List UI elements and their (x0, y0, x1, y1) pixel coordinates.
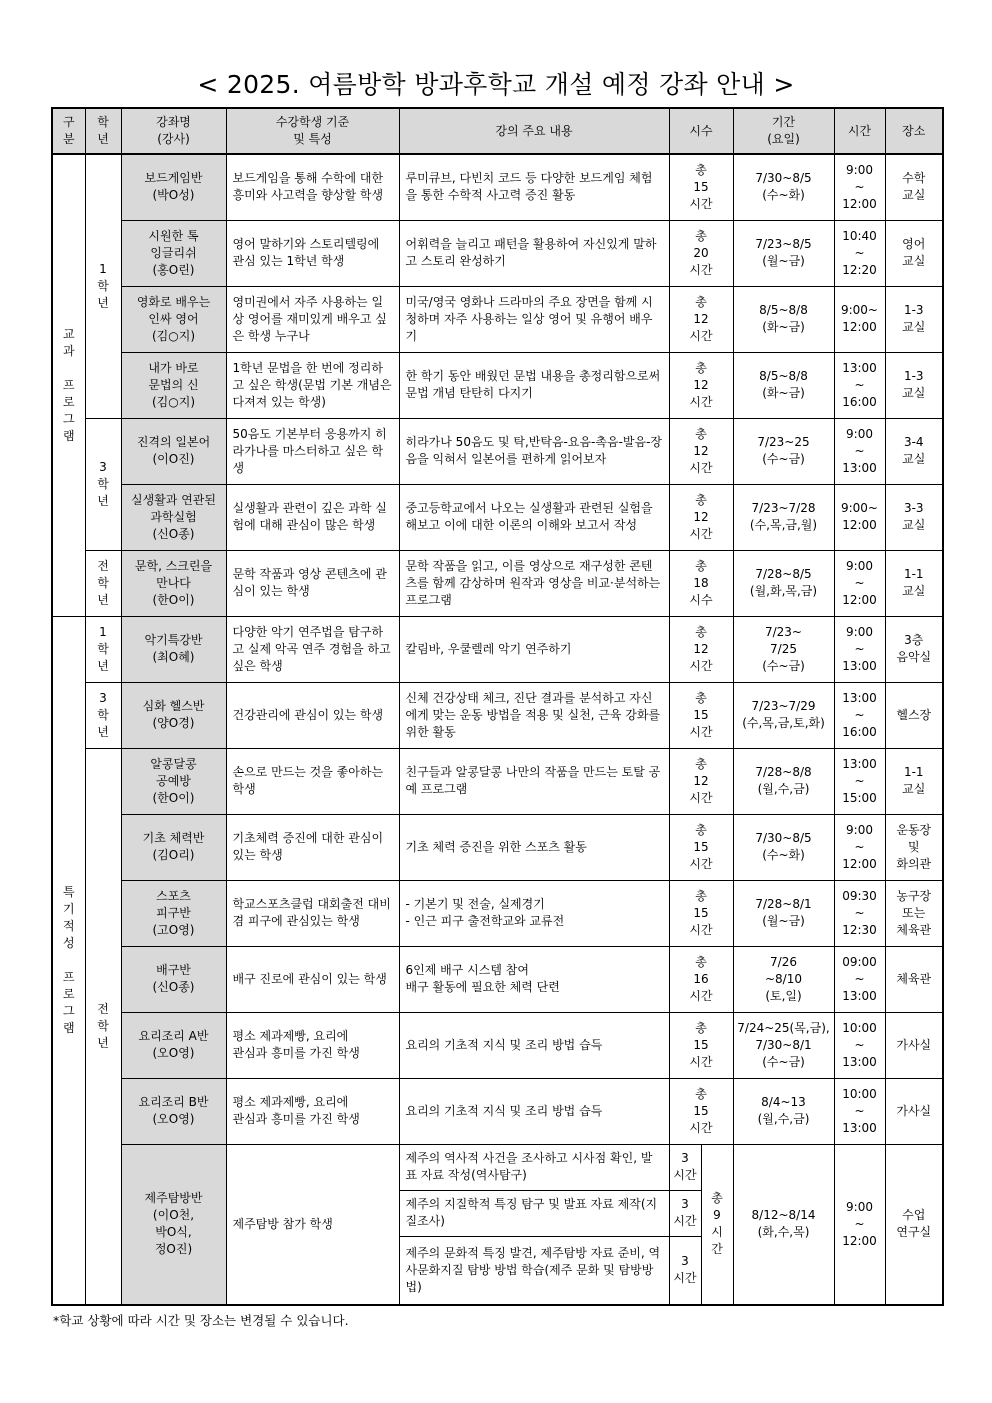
course-period: 8/5~8/8 (화~금) (733, 352, 834, 418)
course-content: 루미큐브, 다빈치 코드 등 다양한 보드게임 체험을 통한 수학적 사고력 증진 활동 (399, 154, 669, 220)
course-hours: 총 15 시간 (669, 154, 733, 220)
table-row (52, 220, 943, 286)
table-row (52, 946, 943, 1012)
course-time: 9:00~ 12:00 (834, 286, 885, 352)
course-time: 09:30 ~ 12:30 (834, 880, 885, 946)
course-place: 수업 연구실 (885, 1144, 943, 1305)
course-target: 50음도 기본부터 응용까지 히라가나를 마스터하고 싶은 학생 (226, 418, 399, 484)
course-content: 기초 체력 증진을 위한 스포츠 활동 (399, 814, 669, 880)
table-row (52, 1144, 943, 1190)
grade-label: 전 학 년 (85, 550, 121, 616)
table-row (52, 1078, 943, 1144)
course-period: 7/23~7/28 (수,목,금,월) (733, 484, 834, 550)
course-content: 요리의 기초적 지식 및 조리 방법 습득 (399, 1078, 669, 1144)
table-row (52, 682, 943, 748)
course-place: 1-1 교실 (885, 550, 943, 616)
table-row (52, 1012, 943, 1078)
course-name: 시원한 톡 잉글리쉬 (홍O린) (121, 220, 226, 286)
footnote: *학교 상황에 따라 시간 및 장소는 변경될 수 있습니다. (53, 1313, 349, 1328)
course-content: 6인제 배구 시스템 참여 배구 활동에 필요한 체력 단련 (399, 946, 669, 1012)
course-target: 학교스포츠클럽 대회출전 대비 겸 피구에 관심있는 학생 (226, 880, 399, 946)
course-time: 9:00 ~ 12:00 (834, 814, 885, 880)
table-row (52, 616, 943, 682)
course-place: 운동장 및 화의관 (885, 814, 943, 880)
course-name: 요리조리 A반 (오O영) (121, 1012, 226, 1078)
course-period: 7/28~8/8 (월,수,금) (733, 748, 834, 814)
course-target: 실생활과 관련이 깊은 과학 실험에 대해 관심이 많은 학생 (226, 484, 399, 550)
grade-label: 3 학 년 (85, 418, 121, 550)
course-time: 13:00 ~ 16:00 (834, 352, 885, 418)
course-name: 제주탐방반 (이O천, 박O식, 정O진) (121, 1144, 226, 1305)
course-content: 제주의 역사적 사건을 조사하고 시사점 확인, 발표 자료 작성(역사탐구) (399, 1144, 669, 1190)
course-time: 10:00 ~ 13:00 (834, 1078, 885, 1144)
course-name: 내가 바로 문법의 신 (김○지) (121, 352, 226, 418)
course-place: 가사실 (885, 1012, 943, 1078)
course-content: 신체 건강상태 체크, 진단 결과를 분석하고 자신에게 맞는 운동 방법을 적용 및 실천, 근육 강화를 위한 활동 (399, 682, 669, 748)
table-row (52, 814, 943, 880)
course-name: 문학, 스크린을 만나다 (한O이) (121, 550, 226, 616)
table-row (52, 550, 943, 616)
course-period: 7/24~25(목,금), 7/30~8/1 (수~금) (733, 1012, 834, 1078)
header-period: 기간 (요일) (733, 108, 834, 154)
course-content: 중고등학교에서 나오는 실생활과 관련된 실험을 해보고 이에 대한 이론의 이해와 보고서 작성 (399, 484, 669, 550)
table-row (52, 748, 943, 814)
course-target: 보드게임을 통해 수학에 대한 흥미와 사고력을 향상할 학생 (226, 154, 399, 220)
course-hours: 총 15 시간 (669, 682, 733, 748)
course-time: 9:00 ~ 12:00 (834, 154, 885, 220)
course-content: 제주의 문화적 특징 발견, 제주탐방 자료 준비, 역사문화지질 탐방 방법 학습(제주 문화 및 탐방방법) (399, 1236, 669, 1305)
header-content: 강의 주요 내용 (399, 108, 669, 154)
course-content: 친구들과 알콩달콩 나만의 작품을 만드는 토탈 공예 프로그램 (399, 748, 669, 814)
course-place: 수학 교실 (885, 154, 943, 220)
course-target: 평소 제과제빵, 요리에 관심과 흥미를 가진 학생 (226, 1078, 399, 1144)
course-content: 문학 작품을 읽고, 이를 영상으로 재구성한 콘텐츠를 함께 감상하며 원작과 영상을 비교·분석하는 프로그램 (399, 550, 669, 616)
course-place: 헬스장 (885, 682, 943, 748)
course-hours: 총 12 시간 (669, 352, 733, 418)
table-row (52, 484, 943, 550)
course-place: 영어 교실 (885, 220, 943, 286)
header-time: 시간 (834, 108, 885, 154)
course-period: 7/28~8/5 (월,화,목,금) (733, 550, 834, 616)
group-subject-program: 교 과 프 로 그 램 (52, 154, 85, 616)
course-content: - 기본기 및 전술, 실제경기 - 인근 피구 출전학교와 교류전 (399, 880, 669, 946)
course-time: 9:00 ~ 13:00 (834, 616, 885, 682)
table-row (52, 154, 943, 220)
course-content: 어휘력을 늘리고 패턴을 활용하여 자신있게 말하고 스토리 완성하기 (399, 220, 669, 286)
table-row (52, 352, 943, 418)
course-period: 7/23~7/29 (수,목,금,토,화) (733, 682, 834, 748)
grade-label: 1 학 년 (85, 616, 121, 682)
course-content: 미국/영국 영화나 드라마의 주요 장면을 함께 시청하며 자주 사용하는 일상 영어 및 유행어 배우기 (399, 286, 669, 352)
course-content: 한 학기 동안 배웠던 문법 내용을 총정리함으로써 문법 개념 탄탄히 다지기 (399, 352, 669, 418)
header-category: 구 분 (52, 108, 85, 154)
course-time: 10:00 ~ 13:00 (834, 1012, 885, 1078)
course-time: 13:00 ~ 16:00 (834, 682, 885, 748)
course-name: 실생활과 연관된 과학실험 (신O종) (121, 484, 226, 550)
course-period: 7/26 ~8/10 (토,일) (733, 946, 834, 1012)
course-hours: 총 18 시수 (669, 550, 733, 616)
course-period: 7/28~8/1 (월~금) (733, 880, 834, 946)
course-place: 1-3 교실 (885, 286, 943, 352)
course-place: 3층 음악실 (885, 616, 943, 682)
course-time: 9:00 ~ 12:00 (834, 1144, 885, 1305)
grade-label: 전 학 년 (85, 748, 121, 1305)
course-table (51, 107, 944, 1306)
grade-label: 1 학 년 (85, 154, 121, 418)
course-time: 10:40 ~ 12:20 (834, 220, 885, 286)
course-target: 배구 진로에 관심이 있는 학생 (226, 946, 399, 1012)
course-place: 농구장 또는 체육관 (885, 880, 943, 946)
course-target: 평소 제과제빵, 요리에 관심과 흥미를 가진 학생 (226, 1012, 399, 1078)
table-row (52, 286, 943, 352)
course-place: 가사실 (885, 1078, 943, 1144)
header-course-name: 강좌명 (강사) (121, 108, 226, 154)
course-period: 8/12~8/14 (화,수,목) (733, 1144, 834, 1305)
course-target: 손으로 만드는 것을 좋아하는 학생 (226, 748, 399, 814)
course-name: 스포츠 피구반 (고O영) (121, 880, 226, 946)
course-place: 1-1 교실 (885, 748, 943, 814)
course-target: 영미권에서 자주 사용하는 일상 영어를 재미있게 배우고 싶은 학생 누구나 (226, 286, 399, 352)
course-target: 1학년 문법을 한 번에 정리하고 싶은 학생(문법 기본 개념은 다져져 있는 학생) (226, 352, 399, 418)
course-sub-hours: 3 시간 (669, 1144, 701, 1190)
course-place: 1-3 교실 (885, 352, 943, 418)
header-place: 장소 (885, 108, 943, 154)
course-content: 칼림바, 우쿨렐레 악기 연주하기 (399, 616, 669, 682)
course-time: 09:00 ~ 13:00 (834, 946, 885, 1012)
document-title: < 2025. 여름방학 방과후학교 개설 예정 강좌 안내 > (197, 70, 795, 99)
course-period: 7/30~8/5 (수~화) (733, 154, 834, 220)
course-content: 히라가나 50음도 및 탁,반탁음-요음-촉음-발음-장음을 익혀서 일본어를 편하게 읽어보자 (399, 418, 669, 484)
course-name: 알콩달콩 공예방 (한O이) (121, 748, 226, 814)
course-hours: 총 15 시간 (669, 1078, 733, 1144)
table-row (52, 880, 943, 946)
course-period: 7/30~8/5 (수~화) (733, 814, 834, 880)
course-name: 기초 체력반 (김O리) (121, 814, 226, 880)
course-period: 7/23~25 (수~금) (733, 418, 834, 484)
course-target: 문학 작품과 영상 콘텐츠에 관심이 있는 학생 (226, 550, 399, 616)
course-hours: 총 12 시간 (669, 748, 733, 814)
course-time: 13:00 ~ 15:00 (834, 748, 885, 814)
course-time: 9:00~ 12:00 (834, 484, 885, 550)
course-hours: 총 12 시간 (669, 286, 733, 352)
course-name: 진격의 일본어 (이O진) (121, 418, 226, 484)
course-hours: 총 12 시간 (669, 418, 733, 484)
course-hours: 총 16 시간 (669, 946, 733, 1012)
course-period: 8/4~13 (월,수,금) (733, 1078, 834, 1144)
course-sub-hours: 3 시간 (669, 1190, 701, 1236)
header-row (52, 108, 943, 154)
course-target: 기초체력 증진에 대한 관심이 있는 학생 (226, 814, 399, 880)
course-name: 심화 헬스반 (양O경) (121, 682, 226, 748)
course-sub-hours: 3 시간 (669, 1236, 701, 1305)
course-period: 7/23~ 7/25 (수~금) (733, 616, 834, 682)
header-hours: 시수 (669, 108, 733, 154)
course-hours: 총 15 시간 (669, 1012, 733, 1078)
course-period: 7/23~8/5 (월~금) (733, 220, 834, 286)
course-place: 3-3 교실 (885, 484, 943, 550)
course-hours: 총 12 시간 (669, 616, 733, 682)
table-row (52, 418, 943, 484)
course-content: 제주의 지질학적 특징 탐구 및 발표 자료 제작(지질조사) (399, 1190, 669, 1236)
course-hours: 총 15 시간 (669, 814, 733, 880)
group-special-program: 특 기 적 성 프 로 그 램 (52, 616, 85, 1305)
course-target: 제주탐방 참가 학생 (226, 1144, 399, 1305)
course-target: 건강관리에 관심이 있는 학생 (226, 682, 399, 748)
course-name: 요리조리 B반 (오O영) (121, 1078, 226, 1144)
course-target: 다양한 악기 연주법을 탐구하고 실제 악곡 연주 경험을 하고 싶은 학생 (226, 616, 399, 682)
course-target: 영어 말하기와 스토리텔링에 관심 있는 1학년 학생 (226, 220, 399, 286)
course-place: 체육관 (885, 946, 943, 1012)
course-hours: 총 20 시간 (669, 220, 733, 286)
course-name: 악기특강반 (최O혜) (121, 616, 226, 682)
course-time: 9:00 ~ 13:00 (834, 418, 885, 484)
course-name: 보드게임반 (박O성) (121, 154, 226, 220)
course-time: 9:00 ~ 12:00 (834, 550, 885, 616)
course-period: 8/5~8/8 (화~금) (733, 286, 834, 352)
header-target: 수강학생 기준 및 특성 (226, 108, 399, 154)
course-content: 요리의 기초적 지식 및 조리 방법 습득 (399, 1012, 669, 1078)
header-grade: 학 년 (85, 108, 121, 154)
course-name: 배구반 (신O종) (121, 946, 226, 1012)
course-place: 3-4 교실 (885, 418, 943, 484)
course-hours: 총 9 시 간 (701, 1144, 733, 1305)
course-name: 영화로 배우는 인싸 영어 (김○지) (121, 286, 226, 352)
grade-label: 3 학 년 (85, 682, 121, 748)
course-hours: 총 12 시간 (669, 484, 733, 550)
course-hours: 총 15 시간 (669, 880, 733, 946)
